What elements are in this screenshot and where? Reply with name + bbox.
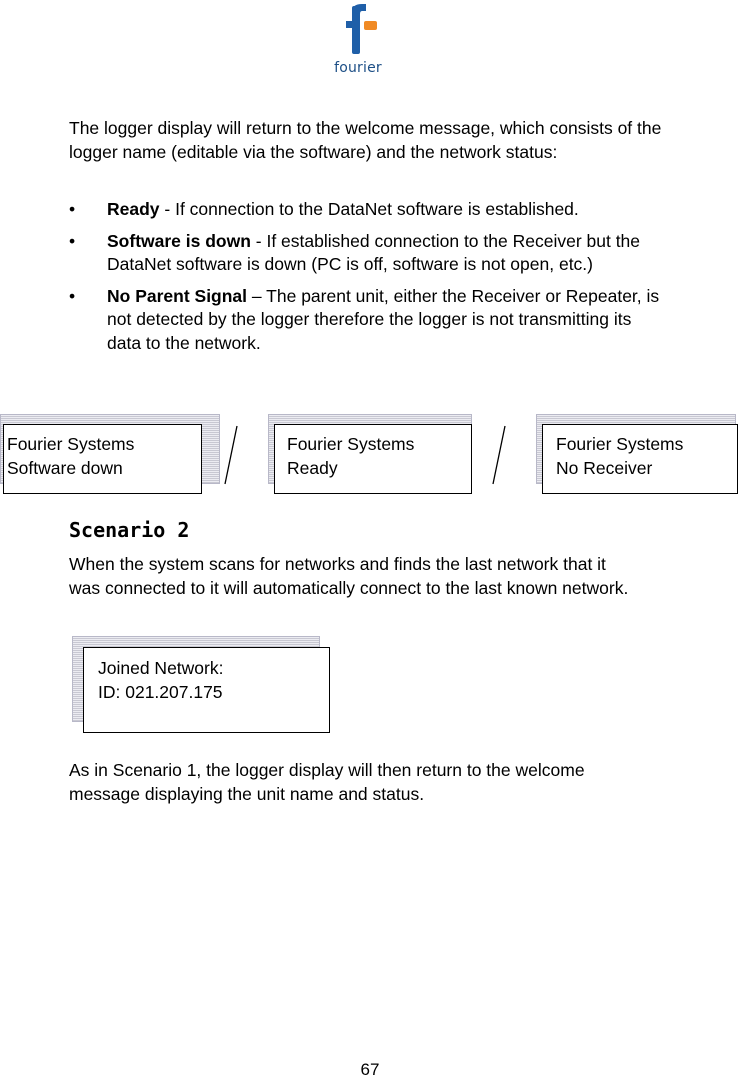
list-item	[69, 285, 669, 356]
logo-wordmark: fourier	[334, 60, 382, 76]
display-screen	[83, 647, 330, 733]
display-line: Fourier Systems	[287, 434, 415, 454]
bullet-icon: •	[69, 199, 76, 219]
bullet-icon: •	[69, 230, 76, 251]
page-number: 67	[360, 1060, 380, 1079]
display-line: Ready	[287, 458, 338, 478]
status-description: - If connection to the DataNet software is established.	[159, 199, 579, 219]
status-term: Software is down	[107, 230, 251, 251]
intro-paragraph: The logger display will return to the welcome message, which consists of the logger name (editable via the software) and the network status:	[69, 118, 662, 162]
logger-display-ready	[268, 414, 474, 496]
display-line: ID: 021.207.175	[98, 682, 223, 702]
display-screen	[542, 424, 738, 494]
section-heading: Scenario 2	[69, 518, 190, 542]
fourier-logo	[330, 2, 386, 78]
display-screen	[3, 424, 202, 494]
status-term: Ready	[107, 199, 160, 219]
logger-display-no-receiver	[536, 414, 740, 496]
list-item	[69, 198, 669, 222]
display-line: Fourier Systems	[7, 434, 135, 454]
status-list	[69, 198, 669, 363]
display-screen	[274, 424, 472, 494]
logger-display-joined-network	[72, 636, 330, 734]
display-line: Joined Network:	[98, 658, 224, 678]
closing-paragraph: As in Scenario 1, the logger display will then return to the welcome message displaying the unit name and status.	[69, 760, 585, 804]
status-description: - If established connection to the Receiver but the DataNet software is down (PC is off, software is not open, etc.)	[107, 230, 641, 274]
display-line: Fourier Systems	[556, 434, 684, 454]
separator-slash	[490, 424, 510, 486]
separator-slash	[222, 424, 242, 486]
scenario-paragraph: When the system scans for networks and finds the last network that it was connected to it will automatically connect to the last known network.	[69, 554, 629, 598]
status-term: No Parent Signal	[107, 285, 248, 306]
fourier-logo-mark	[340, 2, 380, 58]
bullet-icon: •	[69, 285, 76, 306]
display-line: No Receiver	[556, 458, 653, 478]
status-description: – The parent unit, either the Receiver or Repeater, is not detected by the logger therefore the logger is not transmitting its data to the network.	[107, 285, 660, 353]
list-item	[69, 230, 669, 277]
display-line: Software down	[7, 458, 123, 478]
logger-display-software-down	[0, 414, 205, 496]
